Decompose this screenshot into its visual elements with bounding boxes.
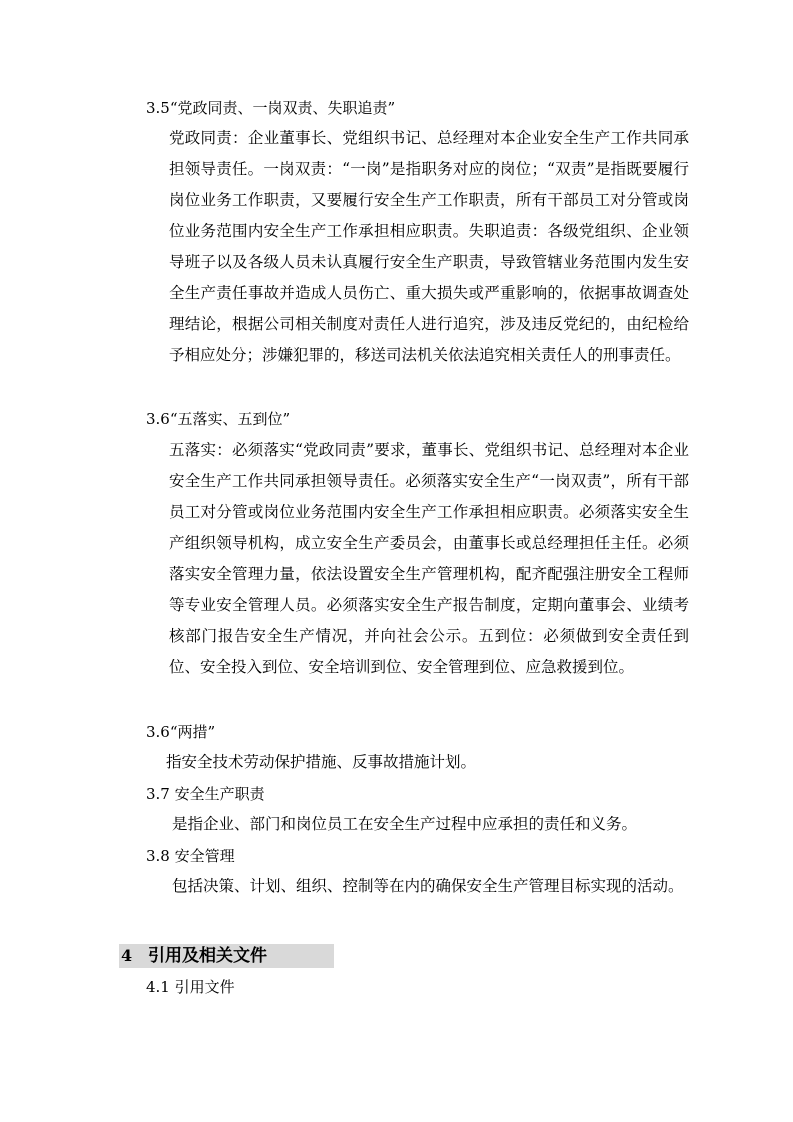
clause-3-8-heading: 3.8 安全管理	[146, 847, 235, 865]
clause-3-5-heading: 3.5“党政同责、一岗双责、失职追责”	[146, 99, 396, 117]
clause-4-1-heading: 4.1 引用文件	[146, 978, 235, 996]
clause-3-5-body: 党政同责：企业董事长、党组织书记、总经理对本企业安全生产工作共同承担领导责任。一岗双责：“一岗”是指职务对应的岗位；“双责”是指既要履行岗位业务工作职责，又要履行安全生产工作职责，所有干部员工对分管或岗位业务范围内安全生产工作承担相应职责。失职追责：各级党组织、企业领导班子以及各级人员未认真履行安全生产职责，导致管辖业务范围内发生安全生产责任事故并造成人员伤亡、重大损失或严重影响的，依据事故调查处理结论，根据公司相关制度对责任人进行追究，涉及违反党纪的，由纪检给予相应处分；涉嫌犯罪的，移送司法机关依法追究相关责任人的刑事责任。	[169, 129, 689, 364]
section-4-number: 4	[121, 946, 133, 965]
clause-3-7-heading: 3.7 安全生产职责	[146, 785, 265, 803]
clause-3-6-measures-heading: 3.6“两措”	[146, 723, 216, 741]
clause-3-7-body: 是指企业、部门和岗位员工在安全生产过程中应承担的责任和义务。	[172, 815, 638, 833]
clause-3-6-body: 五落实：必须落实“党政同责”要求，董事长、党组织书记、总经理对本企业安全生产工作共同承担领导责任。必须落实安全生产“一岗双责”，所有干部员工对分管或岗位业务范围内安全生产工作承担相应职责。必须落实安全生产组织领导机构，成立安全生产委员会，由董事长或总经理担任主任。必须落实安全管理力量，依法设置安全生产管理机构，配齐配强注册安全工程师等专业安全管理人员。必须落实安全生产报告制度，定期向董事会、业绩考核部门报告安全生产情况，并向社会公示。五到位：必须做到安全责任到位、安全投入到位、安全培训到位、安全管理到位、应急救援到位。	[169, 441, 689, 676]
section-4-title: 引用及相关文件	[148, 946, 267, 966]
clause-3-6-heading: 3.6“五落实、五到位”	[146, 410, 291, 428]
clause-3-8-body: 包括决策、计划、组织、控制等在内的确保安全生产管理目标实现的活动。	[172, 877, 684, 895]
clause-3-6-measures-body: 指安全技术劳动保护措施、反事故措施计划。	[166, 753, 477, 771]
